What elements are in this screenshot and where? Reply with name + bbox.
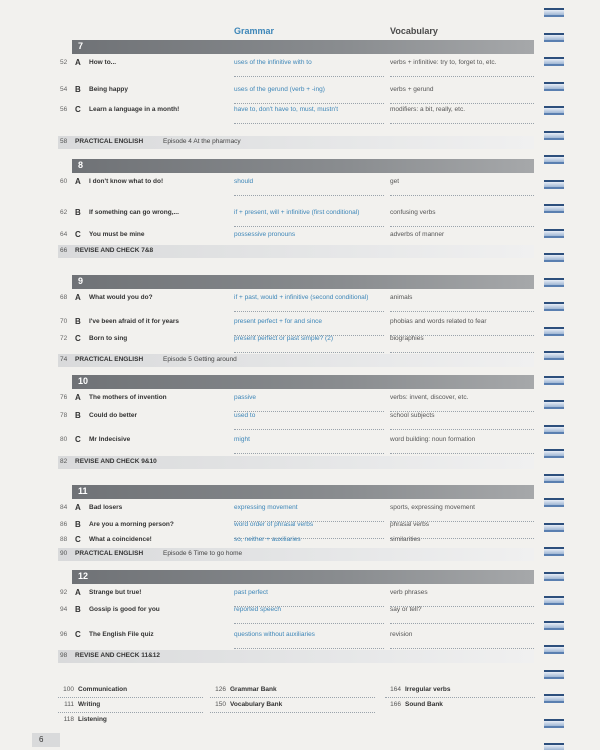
spiral-ring-shape <box>544 425 564 434</box>
lesson-title: Born to sing <box>89 335 128 342</box>
section-band[interactable] <box>58 548 534 561</box>
lesson-letter: B <box>75 605 81 614</box>
lesson-title: What a coincidence! <box>89 536 152 543</box>
spiral-ring-shape <box>544 743 564 750</box>
lesson-page-number: 62 <box>60 209 68 216</box>
vocabulary-rule-line <box>390 429 534 430</box>
vocabulary-rule-line <box>390 648 534 649</box>
lesson-letter: C <box>75 435 81 444</box>
lesson-grammar: so, neither + auxiliaries <box>234 536 301 543</box>
lesson-title: Mr Indecisive <box>89 436 131 443</box>
lesson-vocabulary: biographies <box>390 335 424 342</box>
lesson-row[interactable] <box>58 55 534 77</box>
footer-page-number: 166 <box>390 701 401 708</box>
spiral-ring <box>544 523 564 532</box>
footer-page-number: 164 <box>390 686 401 693</box>
footer-label: Vocabulary Bank <box>230 701 283 708</box>
lesson-letter: C <box>75 230 81 239</box>
spiral-ring-shape <box>544 278 564 287</box>
lesson-row[interactable] <box>58 290 534 312</box>
vocabulary-rule-line <box>390 623 534 624</box>
band-title: PRACTICAL ENGLISH <box>75 550 144 557</box>
spiral-ring <box>544 400 564 409</box>
lesson-row[interactable] <box>58 82 534 104</box>
unit-header-bar <box>72 275 534 289</box>
footer-entry[interactable] <box>210 686 375 699</box>
grammar-rule-line <box>234 311 384 312</box>
spiral-ring <box>544 670 564 679</box>
lesson-grammar: passive <box>234 394 257 401</box>
spiral-ring <box>544 229 564 238</box>
lesson-title: Could do better <box>89 412 138 419</box>
spiral-ring <box>544 327 564 336</box>
lesson-letter: A <box>75 503 81 512</box>
lesson-letter: B <box>75 208 81 217</box>
vocabulary-rule-line <box>390 76 534 77</box>
spiral-ring-shape <box>544 523 564 532</box>
lesson-vocabulary: get <box>390 178 400 185</box>
section-band[interactable] <box>58 354 534 367</box>
lesson-page-number: 56 <box>60 106 68 113</box>
band-title: REVISE AND CHECK 9&10 <box>75 458 157 465</box>
lesson-page-number: 52 <box>60 59 68 66</box>
footer-label: Grammar Bank <box>230 686 277 693</box>
unit-number: 10 <box>78 376 89 386</box>
spiral-ring <box>544 82 564 91</box>
spiral-ring-shape <box>544 498 564 507</box>
lesson-grammar: present perfect + for and since <box>234 318 322 325</box>
unit-number: 11 <box>78 486 88 496</box>
lesson-grammar: present perfect or past simple? (2) <box>234 335 333 342</box>
lesson-title: Learn a language in a month! <box>89 106 180 113</box>
spiral-ring-shape <box>544 229 564 238</box>
lesson-grammar: if + past, would + infinitive (second conditional) <box>234 294 369 301</box>
section-band[interactable] <box>58 136 534 149</box>
lesson-vocabulary: revision <box>390 631 413 638</box>
lesson-title: You must be mine <box>89 231 145 238</box>
spiral-ring-shape <box>544 572 564 581</box>
vocabulary-rule-line <box>390 453 534 454</box>
lesson-grammar: past perfect <box>234 589 268 596</box>
lesson-letter: B <box>75 520 81 529</box>
footer-rule-line <box>58 712 203 713</box>
footer-label: Sound Bank <box>405 701 443 708</box>
lesson-vocabulary: animals <box>390 294 413 301</box>
footer-page-number: 150 <box>215 701 226 708</box>
spiral-ring <box>544 278 564 287</box>
spiral-ring-shape <box>544 694 564 703</box>
lesson-page-number: 60 <box>60 178 68 185</box>
spiral-ring <box>544 8 564 17</box>
spiral-ring-shape <box>544 155 564 164</box>
lesson-page-number: 94 <box>60 606 68 613</box>
spiral-ring-shape <box>544 376 564 385</box>
lesson-title: I've been afraid of it for years <box>89 318 180 325</box>
footer-rule-line <box>58 697 203 698</box>
spiral-ring <box>544 106 564 115</box>
lesson-vocabulary: confusing verbs <box>390 209 436 216</box>
lesson-letter: A <box>75 177 81 186</box>
spiral-ring <box>544 621 564 630</box>
footer-page-number: 100 <box>63 686 74 693</box>
band-episode: Episode 4 At the pharmacy <box>163 138 241 145</box>
band-page-number: 74 <box>60 356 68 363</box>
vocabulary-rule-line <box>390 195 534 196</box>
lesson-vocabulary: sports, expressing movement <box>390 504 475 511</box>
lesson-page-number: 80 <box>60 436 68 443</box>
lesson-letter: C <box>75 535 81 544</box>
spiral-ring-shape <box>544 351 564 360</box>
spiral-ring <box>544 596 564 605</box>
lesson-letter: B <box>75 411 81 420</box>
spiral-ring <box>544 498 564 507</box>
lesson-title: How to... <box>89 59 117 66</box>
unit-header-bar <box>72 40 534 54</box>
lesson-row[interactable] <box>58 205 534 227</box>
spiral-ring <box>544 57 564 66</box>
grammar-rule-line <box>234 623 384 624</box>
spiral-ring-shape <box>544 33 564 42</box>
band-title: PRACTICAL ENGLISH <box>75 138 144 145</box>
spiral-ring <box>544 694 564 703</box>
lesson-vocabulary: verbs + infinitive: try to, forget to, etc. <box>390 59 497 66</box>
band-page-number: 82 <box>60 458 68 465</box>
lesson-letter: A <box>75 393 81 402</box>
spiral-ring-shape <box>544 57 564 66</box>
footer-entry[interactable] <box>58 716 203 729</box>
lesson-row[interactable] <box>58 408 534 430</box>
lesson-grammar: uses of the infinitive with to <box>234 59 312 66</box>
footer-entry[interactable] <box>58 701 203 714</box>
lesson-row[interactable] <box>58 331 534 353</box>
lesson-letter: A <box>75 293 81 302</box>
lesson-vocabulary: school subjects <box>390 412 435 419</box>
lesson-letter: C <box>75 334 81 343</box>
footer-entry[interactable] <box>58 686 203 699</box>
lesson-letter: C <box>75 105 81 114</box>
lesson-row[interactable] <box>58 102 534 124</box>
grammar-column-header: Grammar <box>234 26 275 36</box>
grammar-rule-line <box>234 648 384 649</box>
footer-rule-line <box>385 697 535 698</box>
spiral-ring-shape <box>544 180 564 189</box>
lesson-page-number: 86 <box>60 521 68 528</box>
unit-number: 9 <box>78 276 84 286</box>
band-page-number: 58 <box>60 138 68 145</box>
lesson-vocabulary: similarities <box>390 536 421 543</box>
lesson-letter: B <box>75 317 81 326</box>
spiral-ring-shape <box>544 645 564 654</box>
spiral-ring-shape <box>544 106 564 115</box>
lesson-row[interactable] <box>58 432 534 454</box>
grammar-rule-line <box>234 352 384 353</box>
lesson-row[interactable] <box>58 627 534 649</box>
band-page-number: 98 <box>60 652 68 659</box>
lesson-grammar: might <box>234 436 250 443</box>
spiral-ring <box>544 449 564 458</box>
lesson-grammar: uses of the gerund (verb + -ing) <box>234 86 325 93</box>
spiral-ring-shape <box>544 596 564 605</box>
lesson-letter: B <box>75 85 81 94</box>
lesson-title: I don't know what to do! <box>89 178 164 185</box>
lesson-row[interactable] <box>58 174 534 196</box>
spiral-ring <box>544 155 564 164</box>
band-page-number: 66 <box>60 247 68 254</box>
lesson-title: Strange but true! <box>89 589 142 596</box>
lesson-vocabulary: verbs + gerund <box>390 86 434 93</box>
spiral-ring <box>544 425 564 434</box>
unit-header-bar <box>72 375 534 389</box>
footer-entry[interactable] <box>385 686 535 699</box>
lesson-page-number: 68 <box>60 294 68 301</box>
vocabulary-rule-line <box>390 352 534 353</box>
lesson-page-number: 54 <box>60 86 68 93</box>
footer-page-number: 118 <box>63 716 74 723</box>
grammar-rule-line <box>234 195 384 196</box>
unit-number: 12 <box>78 571 89 581</box>
grammar-rule-line <box>234 123 384 124</box>
band-title: REVISE AND CHECK 11&12 <box>75 652 161 659</box>
lesson-letter: C <box>75 630 81 639</box>
vocabulary-rule-line <box>390 123 534 124</box>
lesson-page-number: 96 <box>60 631 68 638</box>
spiral-ring <box>544 131 564 140</box>
grammar-rule-line <box>234 76 384 77</box>
footer-label: Irregular verbs <box>405 686 451 693</box>
spiral-ring <box>544 204 564 213</box>
spiral-ring <box>544 376 564 385</box>
lesson-title: The English File quiz <box>89 631 154 638</box>
lesson-page-number: 92 <box>60 589 68 596</box>
lesson-row[interactable] <box>58 602 534 624</box>
lesson-title: If something can go wrong,... <box>89 209 179 216</box>
unit-number: 8 <box>78 160 84 170</box>
footer-page-number: 111 <box>64 701 74 708</box>
lesson-title: What would you do? <box>89 294 153 301</box>
section-band[interactable] <box>58 456 534 469</box>
lesson-title: Bad losers <box>89 504 123 511</box>
spiral-ring <box>544 474 564 483</box>
lesson-title: Gossip is good for you <box>89 606 160 613</box>
lesson-vocabulary: adverbs of manner <box>390 231 445 238</box>
spiral-ring <box>544 547 564 556</box>
spiral-ring <box>544 719 564 728</box>
lesson-page-number: 84 <box>60 504 68 511</box>
spiral-ring-shape <box>544 8 564 17</box>
lesson-grammar: word order of phrasal verbs <box>234 521 314 528</box>
lesson-vocabulary: verb phrases <box>390 589 428 596</box>
lesson-page-number: 72 <box>60 335 68 342</box>
lesson-page-number: 78 <box>60 412 68 419</box>
spiral-ring <box>544 180 564 189</box>
spiral-ring-shape <box>544 253 564 262</box>
footer-entry[interactable] <box>385 701 535 714</box>
spiral-ring-shape <box>544 547 564 556</box>
spiral-ring-shape <box>544 474 564 483</box>
lesson-grammar: if + present, will + infinitive (first conditional) <box>234 209 360 216</box>
lesson-page-number: 88 <box>60 536 68 543</box>
footer-rule-line <box>210 697 375 698</box>
spiral-ring-shape <box>544 82 564 91</box>
section-band[interactable] <box>58 650 534 663</box>
section-band[interactable] <box>58 245 534 258</box>
band-episode: Episode 5 Getting around <box>163 356 237 363</box>
lesson-grammar: reported speech <box>234 606 281 613</box>
lesson-title: Are you a morning person? <box>89 521 174 528</box>
page-number: 6 <box>32 733 60 747</box>
spiral-ring <box>544 302 564 311</box>
lesson-page-number: 70 <box>60 318 68 325</box>
spiral-ring <box>544 572 564 581</box>
lesson-grammar: used to <box>234 412 256 419</box>
footer-label: Listening <box>78 716 107 723</box>
lesson-vocabulary: phrasal verbs <box>390 521 430 528</box>
spiral-ring <box>544 253 564 262</box>
lesson-vocabulary: verbs: invent, discover, etc. <box>390 394 469 401</box>
spiral-ring-shape <box>544 302 564 311</box>
spiral-ring <box>544 33 564 42</box>
lesson-page-number: 64 <box>60 231 68 238</box>
unit-number: 7 <box>78 41 84 51</box>
lesson-grammar: have to, don't have to, must, mustn't <box>234 106 339 113</box>
band-title: REVISE AND CHECK 7&8 <box>75 247 154 254</box>
footer-label: Writing <box>78 701 101 708</box>
unit-header-bar <box>72 159 534 173</box>
lesson-vocabulary: word building: noun formation <box>390 436 476 443</box>
band-page-number: 90 <box>60 550 68 557</box>
lesson-letter: A <box>75 58 81 67</box>
lesson-letter: A <box>75 588 81 597</box>
grammar-rule-line <box>234 453 384 454</box>
grammar-rule-line <box>234 429 384 430</box>
lesson-title: The mothers of invention <box>89 394 167 401</box>
spiral-ring-shape <box>544 621 564 630</box>
footer-entry[interactable] <box>210 701 375 714</box>
spiral-ring-shape <box>544 327 564 336</box>
band-episode: Episode 6 Time to go home <box>163 550 243 557</box>
footer-page-number: 126 <box>215 686 226 693</box>
unit-header-bar <box>72 570 534 584</box>
lesson-vocabulary: modifiers: a bit, really, etc. <box>390 106 466 113</box>
lesson-grammar: expressing movement <box>234 504 298 511</box>
spiral-ring-shape <box>544 400 564 409</box>
spiral-ring-shape <box>544 131 564 140</box>
spiral-ring <box>544 743 564 750</box>
spiral-ring <box>544 645 564 654</box>
vocabulary-rule-line <box>390 311 534 312</box>
unit-header-bar <box>72 485 534 499</box>
lesson-page-number: 76 <box>60 394 68 401</box>
lesson-grammar: questions without auxiliaries <box>234 631 315 638</box>
band-title: PRACTICAL ENGLISH <box>75 356 144 363</box>
spiral-ring-shape <box>544 449 564 458</box>
lesson-grammar: should <box>234 178 254 185</box>
vocabulary-column-header: Vocabulary <box>390 26 438 36</box>
footer-label: Communication <box>78 686 128 693</box>
lesson-vocabulary: phobias and words related to fear <box>390 318 487 325</box>
spiral-ring-shape <box>544 719 564 728</box>
spiral-ring <box>544 351 564 360</box>
spiral-ring-shape <box>544 670 564 679</box>
lesson-vocabulary: say or tell? <box>390 606 422 613</box>
spiral-ring-shape <box>544 204 564 213</box>
lesson-title: Being happy <box>89 86 129 93</box>
lesson-grammar: possessive pronouns <box>234 231 296 238</box>
footer-rule-line <box>210 712 375 713</box>
